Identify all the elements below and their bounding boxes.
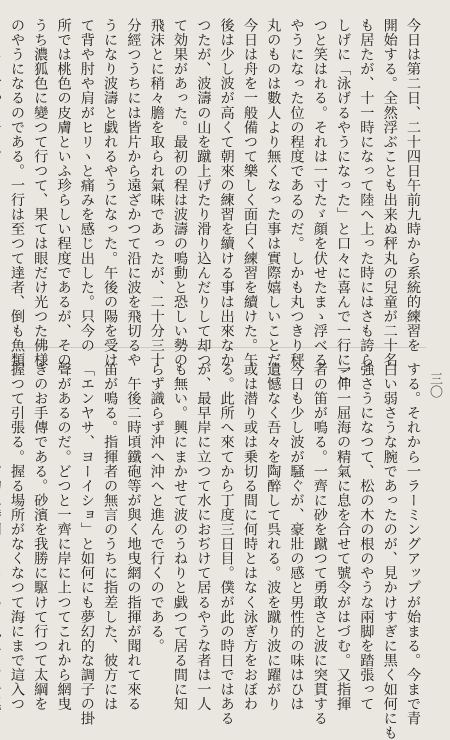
text-column: 後は少し波が高くて朝來の練習を續ける事は出來なか (218, 18, 235, 368)
page-number: 三〇 (427, 372, 442, 398)
text-column: やうになった位の程度であるのだ。しかも丸つきり秤 (288, 18, 305, 368)
lower-text-block (8, 362, 424, 740)
text-column: つと笑はれる。それは一寸たゞ顔を伏せたまゝ浮べる (311, 18, 328, 368)
text-column: 握つて引張る。握る場所がなくなつて海にまで這入つ (8, 362, 25, 712)
text-column: らず識らず沖へ沖へと進んで行くのである。 (148, 362, 165, 653)
text-column: 丸のものは數人より無くなった事は實際嬉しいことだ (265, 18, 282, 368)
text-column: 遺憾なく吾々を陶醉して呉れる。波を蹴り波に躍がり (265, 362, 282, 712)
text-column: 一伸一屈海の精氣に息を合せて號令がはづむ。又指揮 (335, 362, 352, 712)
text-column: する。それから一ラーミングアップが始まる。今まで青 (405, 362, 421, 726)
text-column: 聲があるのだ。どつと一齊に岸に上つてこれから網曳 (55, 362, 72, 712)
section-divider (14, 347, 426, 348)
text-column: 今日は第二日、二十四日午前九時から系統的練習を (405, 18, 421, 353)
text-column: しげに「泳げるやうになった」と口々に喜んで一行にご (335, 18, 352, 382)
text-column: うになり波濤と戯れるやうになった。午後の陽を受け (102, 18, 119, 368)
text-column (0, 362, 5, 680)
text-column: 開始する。全然浮ぶことも出来ぬ秤丸の兒童が二十名 (381, 18, 398, 368)
text-column: 午後二時頃鐵砲等が與く地曳網の指揮が聞れて來る (125, 362, 142, 712)
text-column: うち濃狐色に變つて行つて、果ては眼だけ光つた佛様 (32, 18, 49, 368)
text-column: 飛沫とに稍々膽を取られ氣味であったが、二十分三十 (148, 18, 165, 368)
text-column (0, 18, 5, 336)
text-column: 者の笛が鳴る。一齊に砂を蹴つて勇敢さと波に突貫する (311, 362, 328, 726)
text-column: る。此所へ來てから丁度三日目。僕が此の時日ではある (218, 362, 235, 726)
text-column: 今日は舟を一般備つて樂しく面白く練習を續けた。午 (241, 18, 258, 368)
text-column: のやうになるのである。一行は至つて達者、倒も魚類 (8, 18, 25, 368)
text-column: つたが、波濤の山を蹴上げたり滑り込んだりして却つ (195, 18, 212, 368)
text-column: 今日も少し波が騒ぐが、豪壯の感と男性的の味はひは (288, 362, 305, 712)
upper-text-block (8, 18, 424, 382)
text-column: 白い弱さうな腕であったのが、見かけすぎに黒く如何にも (381, 362, 398, 740)
text-column: きのお手傳である。砂濱を我勝に駆けて行つて太綱を (32, 362, 49, 712)
text-column: 或は潜り或は乗切る間に何時とはなく泳ぎ方をおぼわ (241, 362, 258, 712)
text-column: 強さうになつて、松の木の根のやうな兩脚を踏張って (358, 362, 375, 712)
text-column: て背や肘や肩がヒリヽと痛みを感じ出した。只今の (78, 18, 95, 353)
text-column: 笛が鳴る。指揮者の無言のうちに指差した、彼方には (102, 362, 119, 712)
text-column: が、最早岸に立つて水におぢけて居るやうな者は一人 (195, 362, 212, 712)
text-column: 「エンヤサ、ヨーイショ」と如何にも夢幻的な調子の掛 (78, 362, 95, 726)
text-column: も居たが、十一時になって陸へ上った時にはさも誇ら (358, 18, 375, 368)
text-column: て効果があった。最初の程は波濤の鳴動と恐しい勢の (172, 18, 189, 368)
text-column: も無い。興にまかせて波のうねりと戯つて居る間に知 (172, 362, 189, 712)
text-column: 分經つうちには皆片から遠ざかつて沿に波を飛切るや (125, 18, 142, 368)
text-column: 所では桃色の皮膚といふ珍らしい程度であるが、その (55, 18, 72, 368)
